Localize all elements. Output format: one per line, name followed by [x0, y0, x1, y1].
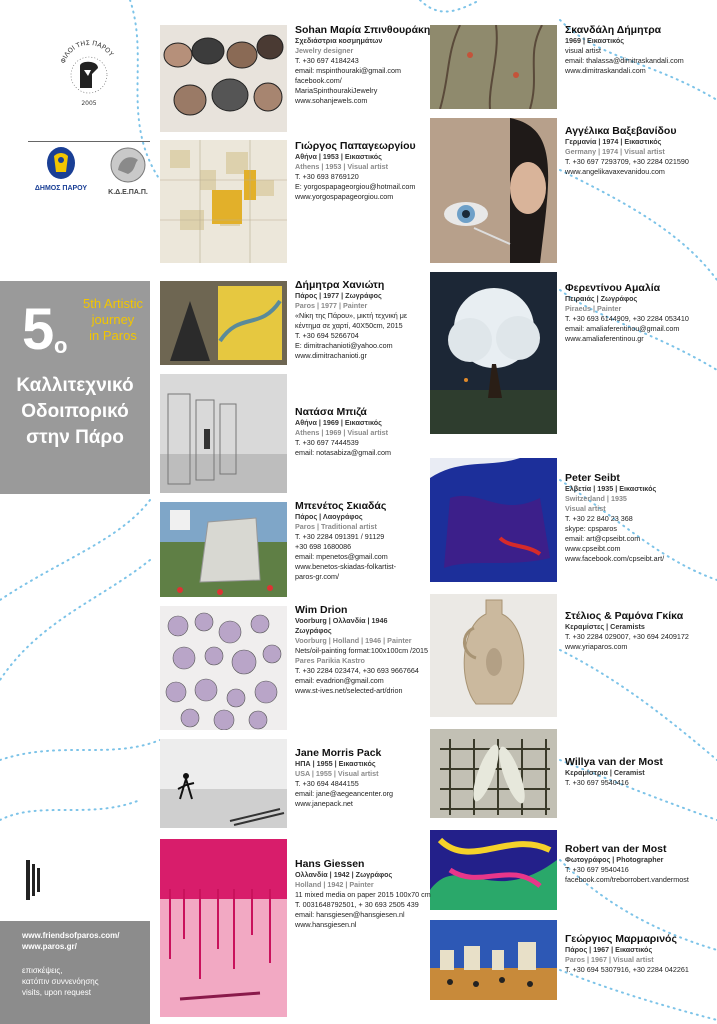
artist-name: Δήμητρα Χανιώτη [295, 279, 385, 291]
artist-detail-line: Κεραμίστρια | Ceramist [565, 768, 645, 777]
artist-contact-link[interactable]: www.yorgospapageorgiou.com [295, 192, 394, 201]
svg-text:ΦΙΛΟΙ ΤΗΣ ΠΑΡΟΥ: ΦΙΛΟΙ ΤΗΣ ΠΑΡΟΥ [59, 38, 116, 65]
event-banner [0, 281, 150, 494]
artwork-thumbnail [430, 729, 557, 818]
footer-link-friendsofparos[interactable]: www.friendsofparos.com/ [22, 931, 120, 940]
artist-detail-line: ΗΠΑ | 1955 | Εικαστικός [295, 759, 376, 768]
artist-entry [295, 24, 430, 106]
artist-detail-line: 11 mixed media on paper 2015 100x70 cm [295, 890, 431, 899]
artist-detail-line: Germany | 1974 | Visual artist [565, 147, 665, 156]
artwork-thumbnail [160, 839, 287, 1017]
artist-entry [565, 24, 684, 76]
artist-entry [295, 747, 393, 809]
artist-detail-line: 1969 | Εικαστικός [565, 36, 624, 45]
artist-contact-link[interactable]: www.amaliaferentinou.gr [565, 334, 644, 343]
artist-contact-link[interactable]: email: thalassa@dimitraskandali.com [565, 56, 684, 65]
artist-detail-line: T. +30 22 840 23 368 [565, 514, 633, 523]
artist-contact-link[interactable]: www.janepack.net [295, 799, 353, 808]
artwork-thumbnail [160, 606, 287, 730]
artwork-thumbnail [430, 118, 557, 263]
artist-name: Jane Morris Pack [295, 747, 382, 759]
artist-name: Νατάσα Μπιζά [295, 406, 367, 418]
vertical-brand-mark-icon [24, 858, 42, 902]
artist-detail-line: Athens | 1953 | Visual artist [295, 162, 388, 171]
artist-detail-line: T. +30 2284 023474, +30 693 9667664 [295, 666, 419, 675]
artist-detail-line: Πειραιάς | Ζωγράφος [565, 294, 638, 303]
artist-name: Wim Drion [295, 604, 348, 616]
artist-detail-line: Voorburg | Holland | 1946 | Painter [295, 636, 412, 645]
artwork-thumbnail [430, 830, 557, 910]
artist-detail-line: paros-gr.com/ [295, 572, 339, 581]
artist-name: Sohan Μαρία Σπινθουράκη [295, 24, 431, 36]
artist-detail-line: Switzerland | 1935 [565, 494, 627, 503]
contact-footer [0, 921, 150, 1024]
artist-name: Αγγέλικα Βαξεβανίδου [565, 125, 677, 137]
artist-contact-link[interactable]: skype: cpsparos [565, 524, 617, 533]
artist-detail-line: «Νίκη της Πάρου», μικτή τεχνική με [295, 311, 408, 320]
artist-entry [295, 604, 428, 696]
artist-detail-line: T. +30 697 9540416 [565, 778, 629, 787]
artist-contact-link[interactable]: www.st-ives.net/selected-art/drion [295, 686, 403, 695]
artwork-thumbnail [430, 458, 557, 582]
artist-detail-line: κέντημα σε χαρτί, 40X50cm, 2015 [295, 321, 403, 330]
artist-detail-line: Jewelry designer [295, 46, 354, 55]
artist-name: Γεώργιος Μαρμαρινός [565, 933, 677, 945]
artist-detail-line: T. +30 694 5307916, +30 2284 042261 [565, 965, 689, 974]
artwork-thumbnail [430, 594, 557, 717]
artist-contact-link[interactable]: email: art@cpseibt.com [565, 534, 641, 543]
artist-contact-link[interactable]: E: yorgospapageorgiou@hotmail.com [295, 182, 416, 191]
artist-contact-link[interactable]: email: amaliaferentinou@gmail.com [565, 324, 680, 333]
artist-contact-link[interactable]: email: notasabiza@gmail.com [295, 448, 391, 457]
artist-detail-line: Πάρος | 1967 | Εικαστικός [565, 945, 653, 954]
artist-detail-line: Visual artist [565, 504, 606, 513]
artist-contact-link[interactable]: email: mpenetos@gmail.com [295, 552, 388, 561]
artist-detail-line: T. +30 697 7444539 [295, 438, 359, 447]
artist-detail-line: USA | 1955 | Visual artist [295, 769, 379, 778]
artist-detail-line: Πάρος | 1977 | Ζωγράφος [295, 291, 382, 300]
artist-contact-link[interactable]: www.yriaparos.com [565, 642, 628, 651]
artist-contact-link[interactable]: www.cpseibt.com [565, 544, 621, 553]
artist-detail-line: Γερμανία | 1974 | Εικαστικός [565, 137, 662, 146]
artist-detail-line: Κεραμίστες | Ceramists [565, 622, 645, 631]
artist-detail-line: MariaSpinthourakiJewelry [295, 86, 378, 95]
artist-entry [565, 282, 689, 344]
artwork-thumbnail [160, 502, 287, 597]
artist-detail-line: Paros | 1977 | Painter [295, 301, 368, 310]
artist-contact-link[interactable]: facebook.com/ [295, 76, 342, 85]
artist-entry [565, 756, 663, 788]
artist-contact-link[interactable]: email: evadrion@gmail.com [295, 676, 384, 685]
artist-contact-link[interactable]: www.angelikavaxevanidou.com [565, 167, 665, 176]
artist-name: Γιώργος Παπαγεωργίου [295, 140, 416, 152]
artwork-thumbnail [160, 374, 287, 493]
footer-link-paros[interactable]: www.paros.gr/ [22, 942, 77, 951]
event-title-english: 5th Artistic journey in Paros [83, 296, 143, 343]
artist-contact-link[interactable]: email: hansgiesen@hansgiesen.nl [295, 910, 405, 919]
artist-entry [565, 933, 689, 975]
artist-name: Φερεντίνου Αμαλία [565, 282, 661, 294]
artist-entry [295, 140, 416, 202]
artist-contact-link[interactable]: www.facebook.com/cpseibt.art/ [565, 554, 665, 563]
event-title-greek: Καλλιτεχνικό Οδοιπορικό στην Πάρο [16, 375, 134, 448]
artist-detail-line: Voorburg | Ολλανδία | 1946 [295, 616, 388, 625]
visits-note: επισκέψεις, κατόπιν συννενόησης visits, upon request [22, 966, 99, 997]
artist-detail-line: T. +30 2284 091391 / 91129 [295, 532, 385, 541]
artist-detail-line: Φωτογράφος | Photographer [565, 855, 664, 864]
event-number: 5 [22, 297, 55, 362]
artist-detail-line: T. +30 697 9540416 [565, 865, 629, 874]
artist-detail-line: T. +30 693 8769120 [295, 172, 359, 181]
artist-detail-line: Holland | 1942 | Painter [295, 880, 374, 889]
artist-detail-line: Ελβετία | 1935 | Εικαστικός [565, 484, 657, 493]
artist-detail-line: T. +30 697 7293709, +30 2284 021590 [565, 157, 689, 166]
artist-entry [565, 472, 664, 564]
artist-detail-line: Nets/oil-painting format:100x100cm /2015 [295, 646, 429, 655]
artist-contact-link[interactable]: www.sohanjewels.com [295, 96, 368, 105]
artist-entry [565, 843, 689, 885]
artist-entry [295, 406, 391, 458]
artist-detail-line: visual artist [565, 46, 601, 55]
kdepap-logo: Κ.Δ.Ε.ΠΑ.Π. [106, 146, 150, 196]
artist-detail-line: Σχεδιάστρια κοσμημάτων [295, 36, 383, 45]
artist-entry [295, 500, 396, 582]
artist-contact-link[interactable]: email: mspinthouraki@gmail.com [295, 66, 401, 75]
sidebar-divider [28, 141, 150, 142]
artist-detail-line: Paros | 1967 | Visual artist [565, 955, 654, 964]
artist-contact-link[interactable]: www.hansgiesen.nl [295, 920, 357, 929]
svg-text:2005: 2005 [81, 100, 97, 107]
artwork-thumbnail [430, 272, 557, 434]
artist-entry [295, 858, 431, 930]
artist-detail-line: T. +30 694 4844155 [295, 779, 359, 788]
artist-contact-link[interactable]: www.dimitraskandali.com [565, 66, 646, 75]
dimos-parou-emblem-icon [28, 146, 94, 180]
artist-contact-link[interactable]: email: jane@aegeancenter.org [295, 789, 394, 798]
artist-detail-line: Πάρος | Λαογράφος [295, 512, 363, 521]
artist-detail-line: T. 0031648792501, + 30 693 2505 439 [295, 900, 419, 909]
artwork-thumbnail [430, 25, 557, 109]
friends-of-paros-logo [58, 30, 120, 122]
artist-detail-line: Pares Parikia Kastro [295, 656, 365, 665]
artist-detail-line: +30 698 1680086 [295, 542, 352, 551]
artist-detail-line: T. +30 697 4184243 [295, 56, 359, 65]
artist-detail-line: Paros | Traditional artist [295, 522, 377, 531]
artist-name: Στέλιος & Ραμόνα Γκίκα [565, 610, 684, 622]
artist-contact-link[interactable]: www.benetos-skiadas-folkartist- [295, 562, 397, 571]
artist-entry [565, 610, 689, 652]
artist-detail-line: T. +30 2284 029007, +30 694 2409172 [565, 632, 689, 641]
artwork-thumbnail [160, 281, 287, 365]
artist-name: Σκανδάλη Δήμητρα [565, 24, 662, 36]
artist-detail-line: T. +30 693 6144909, +30 2284 053410 [565, 314, 689, 323]
artist-name: Hans Giessen [295, 858, 365, 870]
artist-detail-line: T. +30 694 5266704 [295, 331, 359, 340]
artist-detail-line: Piraeus | Painter [565, 304, 622, 313]
artist-contact-link[interactable]: www.dimitrachanioti.gr [295, 351, 367, 360]
artwork-thumbnail [160, 25, 287, 132]
artist-name: Willya van der Most [565, 756, 663, 768]
artist-contact-link[interactable]: facebook.com/treborrobert.vandermost [565, 875, 689, 884]
event-ordinal: ο [54, 333, 68, 358]
artist-detail-line: Ολλανδία | 1942 | Ζωγράφος [295, 870, 393, 879]
kdepap-coin-icon [106, 146, 150, 184]
artist-name: Μπενέτος Σκιαδάς [295, 500, 387, 512]
artist-contact-link[interactable]: E: dimitrachanioti@yahoo.com [295, 341, 393, 350]
artist-entry [295, 279, 407, 361]
artwork-thumbnail [160, 739, 287, 828]
artist-detail-line: Ζωγράφος [295, 626, 332, 635]
artist-name: Robert van der Most [565, 843, 667, 855]
artwork-thumbnail [430, 920, 557, 1000]
artist-detail-line: Athens | 1969 | Visual artist [295, 428, 388, 437]
artwork-thumbnail [160, 140, 287, 263]
artist-detail-line: Αθήνα | 1969 | Εικαστικός [295, 418, 382, 427]
dimos-parou-logo: ΔΗΜΟΣ ΠΑΡΟΥ [28, 146, 94, 192]
artist-name: Peter Seibt [565, 472, 620, 484]
artist-detail-line: Αθήνα | 1953 | Εικαστικός [295, 152, 382, 161]
artist-entry [565, 125, 689, 177]
